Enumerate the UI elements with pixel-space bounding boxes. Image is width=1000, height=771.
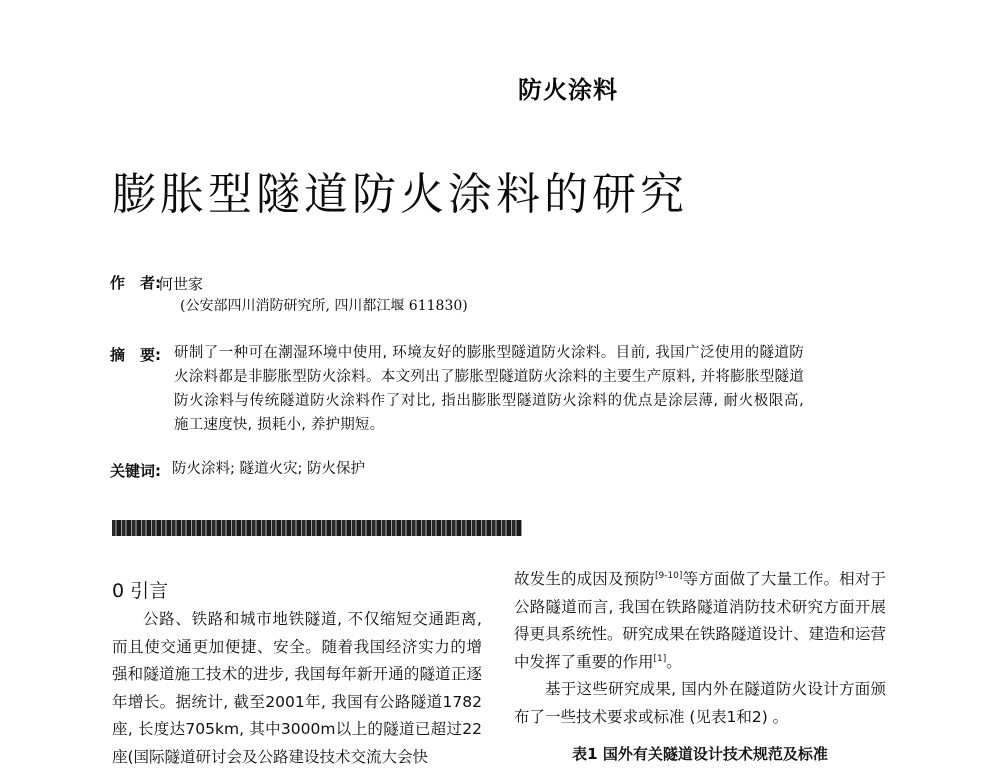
right-paragraph-1-text-c: 。 — [666, 652, 682, 671]
abstract-text: 研制了一种可在潮湿环境中使用, 环境友好的膨胀型隧道防火涂料。目前, 我国广泛使用的隧道防火涂料都是非膨胀型防火涂料。本文列出了膨胀型隧道防火涂料的主要生产原料, 并将膨胀型隧道防火涂料与传统隧道防火涂料作了对比, 指出膨胀型隧道防火涂料的优点是涂层薄, 耐火极限高, 施工速度快, 损耗小, 养护期短。 — [174, 345, 804, 433]
right-paragraph-1 — [514, 566, 886, 676]
journal-section-header: 防火涂料 — [518, 76, 618, 104]
abstract-label: 摘 要: — [110, 346, 161, 364]
author-label: 作 者: — [110, 274, 161, 292]
right-paragraph-2: 基于这些研究成果, 国内外在隧道防火设计方面颁布了一些技术要求或标准 (见表1和2) 。 — [514, 680, 886, 726]
citation-ref-9-10[interactable]: [9-10] — [654, 570, 683, 581]
keywords-label: 关键词: — [110, 462, 161, 480]
body-column-left — [112, 578, 482, 771]
keywords-text: 防火涂料; 隧道火灾; 防火保护 — [172, 461, 365, 477]
section-divider-bar — [112, 520, 522, 536]
table-1-caption: 表1 国外有关隧道设计技术规范及标准 — [572, 745, 828, 763]
body-column-right — [514, 566, 886, 769]
author-name: 何世家 — [158, 275, 204, 293]
right-paragraph-1-text-b: 等方面做了大量工作。相对于公路隧道而言, 我国在铁路隧道消防技术研究方面开展得更具系统性。研究成果在铁路隧道设计、建造和运营中发挥了重要的作用 — [514, 570, 887, 671]
citation-ref-1[interactable]: [1] — [653, 653, 667, 664]
intro-paragraph: 公路、铁路和城市地铁隧道, 不仅缩短交通距离, 而且使交通更加便捷、安全。随着我国经济实力的增强和隧道施工技术的进步, 我国每年新开通的隧道正逐年增长。据统计, 截至2001年, 我国有公路隧道1782座, 长度达705km, 其中3000m以上的隧道已超过22座(国际隧道研讨会及公路建设技术交流大会快 — [112, 610, 482, 766]
author-affiliation: (公安部四川消防研究所, 四川都江堰 611830) — [180, 298, 468, 314]
article-title: 膨胀型隧道防火涂料的研究 — [112, 169, 688, 220]
right-paragraph-1-text-a: 故发生的成因及预防 — [514, 570, 655, 588]
section-heading-introduction: 0 引言 — [112, 580, 169, 602]
